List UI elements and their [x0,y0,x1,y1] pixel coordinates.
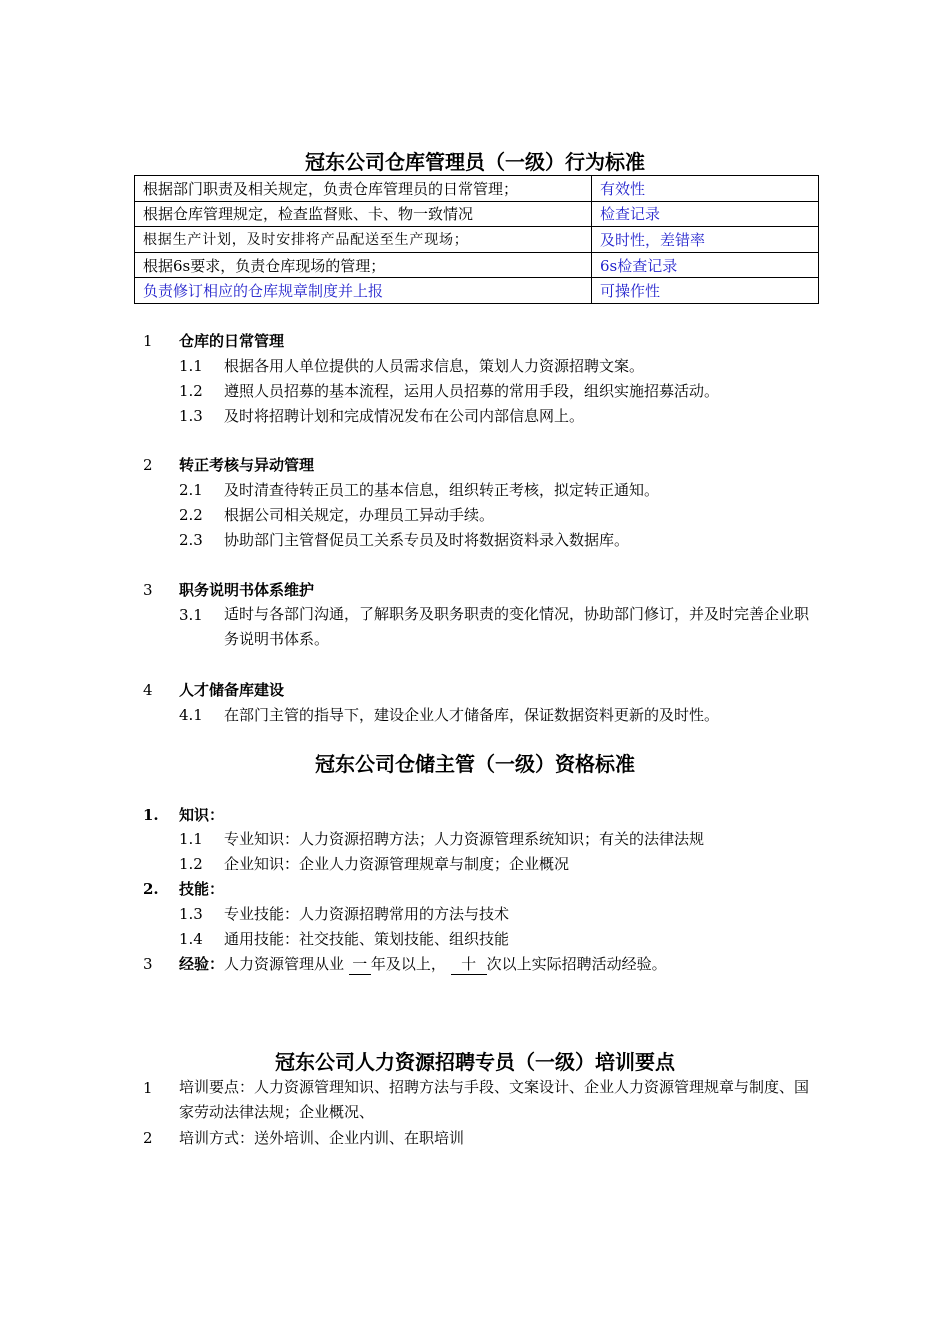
section2-title: 冠东公司仓储主管（一级）资格标准 [315,752,635,776]
subitem-text: 专业技能：人力资源招聘常用的方法与技术 [224,905,510,923]
item-number: 3 [143,581,153,599]
item-heading: 转正考核与异动管理 [179,456,315,474]
table-row [135,201,819,227]
item-number: 2 [143,456,153,474]
item-number: 3 [143,955,153,973]
subitem-number: 3.1 [179,606,203,624]
table-cell-criterion: 6s检查记录 [592,252,819,278]
subitem-number: 1.3 [179,905,203,923]
section3-title: 冠东公司人力资源招聘专员（一级）培训要点 [275,1050,675,1074]
training-text: 培训方式：送外培训、企业内训、在职培训 [179,1129,465,1147]
item-number: 1. [143,806,159,824]
subitem-text: 在部门主管的指导下，建设企业人才储备库，保证数据资料更新的及时性。 [224,706,720,724]
subitem-number: 1.4 [179,930,203,948]
subitem-text: 通用技能：社交技能、策划技能、组织技能 [224,930,510,948]
subitem-text: 企业知识：企业人力资源管理规章与制度；企业概况 [224,855,570,873]
table-row [135,176,819,202]
item-number: 1 [143,1079,153,1097]
table-row [135,252,819,278]
subitem-text: 根据各用人单位提供的人员需求信息，策划人力资源招聘文案。 [224,357,645,375]
table-cell-task: 根据生产计划，及时安排将产品配送至生产现场； [135,227,592,253]
subitem-number: 2.3 [179,531,203,549]
experience-text: 次以上实际招聘活动经验。 [486,955,667,973]
subitem-number: 2.1 [179,481,203,499]
subitem-number: 4.1 [179,706,203,724]
subitem-number: 1.1 [179,357,203,375]
item-number: 4 [143,681,153,699]
item-number: 2. [143,880,159,898]
subitem-text: 协助部门主管督促员工关系专员及时将数据资料录入数据库。 [224,531,630,549]
subitem-number: 1.2 [179,855,203,873]
experience-line [179,954,667,975]
subitem-number: 1.1 [179,830,203,848]
section1-title: 冠东公司仓库管理员（一级）行为标准 [305,150,645,174]
experience-text: 年及以上， [370,955,446,973]
item-heading: 知识： [179,806,225,824]
table-cell-criterion: 有效性 [592,176,819,202]
table-cell-criterion: 及时性，差错率 [592,227,819,253]
subitem-text: 适时与各部门沟通，了解职务及职务职责的变化情况，协助部门修订，并及时完善企业职务说明书体系。 [224,605,810,648]
experience-label: 经验： [179,955,225,973]
training-text: 培训要点：人力资源管理知识、招聘方法与手段、文案设计、企业人力资源管理规章与制度、国家劳动法律法规；企业概况、 [179,1078,810,1121]
table-cell-task: 根据部门职责及相关规定，负责仓库管理员的日常管理； [135,176,592,202]
subitem-number: 2.2 [179,506,203,524]
table-cell-task: 负责修订相应的仓库规章制度并上报 [135,278,592,304]
item-number: 2 [143,1129,153,1147]
subitem-text: 根据公司相关规定，办理员工异动手续。 [224,506,495,524]
table-row [135,278,819,304]
item-heading: 人才储备库建设 [179,681,285,699]
experience-count: 十 [451,954,487,975]
subitem-number: 1.3 [179,407,203,425]
experience-years: 一 [349,954,371,975]
table-cell-criterion: 可操作性 [592,278,819,304]
behavior-standard-table [134,175,819,304]
subitem-number: 1.2 [179,382,203,400]
item-heading: 技能： [179,880,225,898]
experience-text: 人力资源管理从业 [224,955,345,973]
item-heading: 仓库的日常管理 [179,332,285,350]
item-number: 1 [143,332,153,350]
subitem-text: 及时清查待转正员工的基本信息，组织转正考核，拟定转正通知。 [224,481,660,499]
subitem-text: 遵照人员招募的基本流程，运用人员招募的常用手段，组织实施招募活动。 [224,382,720,400]
table-cell-task: 根据6s要求，负责仓库现场的管理； [135,252,592,278]
item-heading: 职务说明书体系维护 [179,581,315,599]
table-row [135,227,819,253]
table-cell-task: 根据仓库管理规定，检查监督账、卡、物一致情况 [135,201,592,227]
subitem-text: 专业知识：人力资源招聘方法；人力资源管理系统知识；有关的法律法规 [224,830,705,848]
subitem-text: 及时将招聘计划和完成情况发布在公司内部信息网上。 [224,407,585,425]
table-cell-criterion: 检查记录 [592,201,819,227]
